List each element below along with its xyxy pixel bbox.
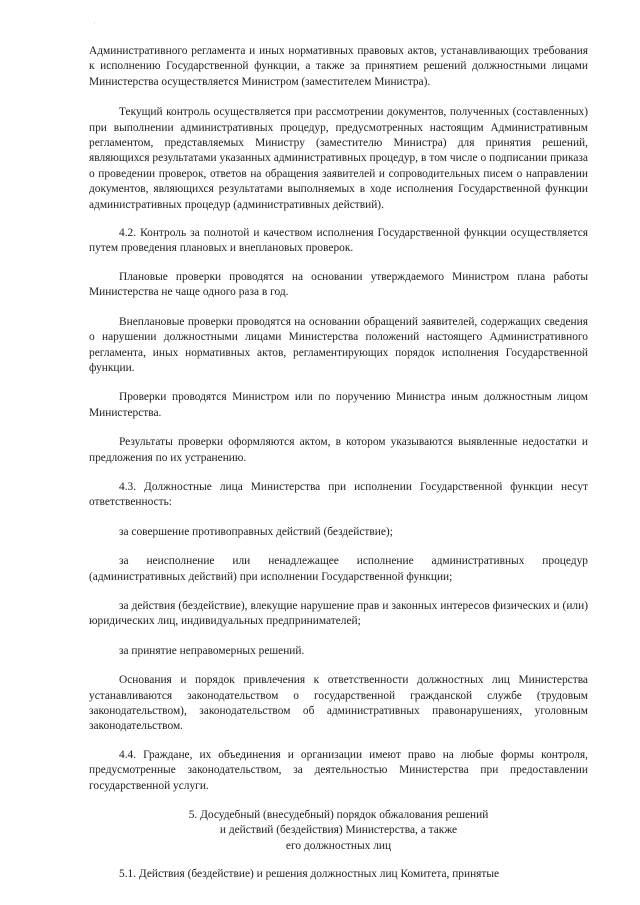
list-item-unlawful-decisions: за принятие неправомерных решений. <box>119 644 305 657</box>
paragraph-current-control: Текущий контроль осуществляется при рассмотрении документов, полученных (составленных) при выполнении административных процедур, предусмотренных настоящим Административным регламентом, представляемых Министру (заместителю Министра) для принятия решений, являющихся результатами указанных административных процедур, в том числе о подписании приказа о проведении проверок, ответов на обращения заявителей и сопроводительных писем о направлении документов, являющихся результатами выполняемых в ходе исполнения Государственной функции административных процедур (административных действий). <box>89 106 588 211</box>
list-item-non-performance: за неисполнение или ненадлежащее исполнение административных процедур (административных действий) при исполнении Государственной функции; <box>89 555 588 583</box>
paragraph-unplanned-checks: Внеплановые проверки проводятся на основании обращений заявителей, содержащих сведения о нарушении должностными лицами Министерства положений настоящего Административного регламента, иных нормативных актов, регламентирующих порядок исполнения Государственной функции. <box>89 315 588 374</box>
paragraph-4-3: 4.3. Должностные лица Министерства при исполнении Государственной функции несут ответственность: <box>89 480 588 509</box>
scan-speck: · <box>93 19 96 28</box>
section-heading-line-3: его должностных лиц <box>285 839 392 852</box>
paragraph-checks-by-minister: Проверки проводятся Министром или по поручению Министра иным должностным лицом Министерства. <box>89 391 588 419</box>
paragraph-liability-grounds: Основания и порядок привлечения к ответственности должностных лиц Министерства устанавливаются законодательством о государственной гражданской службе (трудовым законодательством), законодательством об административных правонарушениях, уголовным законодательством. <box>89 674 588 733</box>
paragraph-check-results: Результаты проверки оформляются актом, в котором указываются выявленные недостатки и предложения по их устранению. <box>89 436 588 464</box>
section-heading-line-2: и действий (бездействия) Министерства, а также <box>219 824 458 837</box>
paragraph-4-4: 4.4. Граждане, их объединения и организации имеют право на любые формы контроля, предусмотренные законодательством, за деятельностью Министерства при предоставлении государственной услуги. <box>89 748 588 792</box>
paragraph-5-1: 5.1. Действия (бездействие) и решения должностных лиц Комитета, принятые <box>119 868 500 881</box>
paragraph-planned-checks: Плановые проверки проводятся на основании утверждаемого Министром плана работы Министерства не чаще одного раза в год. <box>89 270 588 299</box>
paragraph-continuation: Административного регламента и иных нормативных правовых актов, устанавливающих требования к исполнению Государственной функции, а также за принятием решений должностными лицами Министерства осуществляется Министром (заместителем Министра). <box>89 45 588 88</box>
list-item-rights-violation: за действия (бездействие), влекущие нарушение прав и законных интересов физических и (или) юридических лиц, индивидуальных предпринимателей; <box>89 599 588 628</box>
section-5-heading <box>89 808 588 854</box>
paragraph-4-2: 4.2. Контроль за полнотой и качеством исполнения Государственной функции осуществляется путем проведения плановых и внеплановых проверок. <box>89 227 588 255</box>
document-body <box>89 44 588 883</box>
section-heading-line-1: 5. Досудебный (внесудебный) порядок обжалования решений <box>188 809 489 822</box>
list-item-unlawful-actions: за совершение противоправных действий (бездействие); <box>119 525 393 538</box>
